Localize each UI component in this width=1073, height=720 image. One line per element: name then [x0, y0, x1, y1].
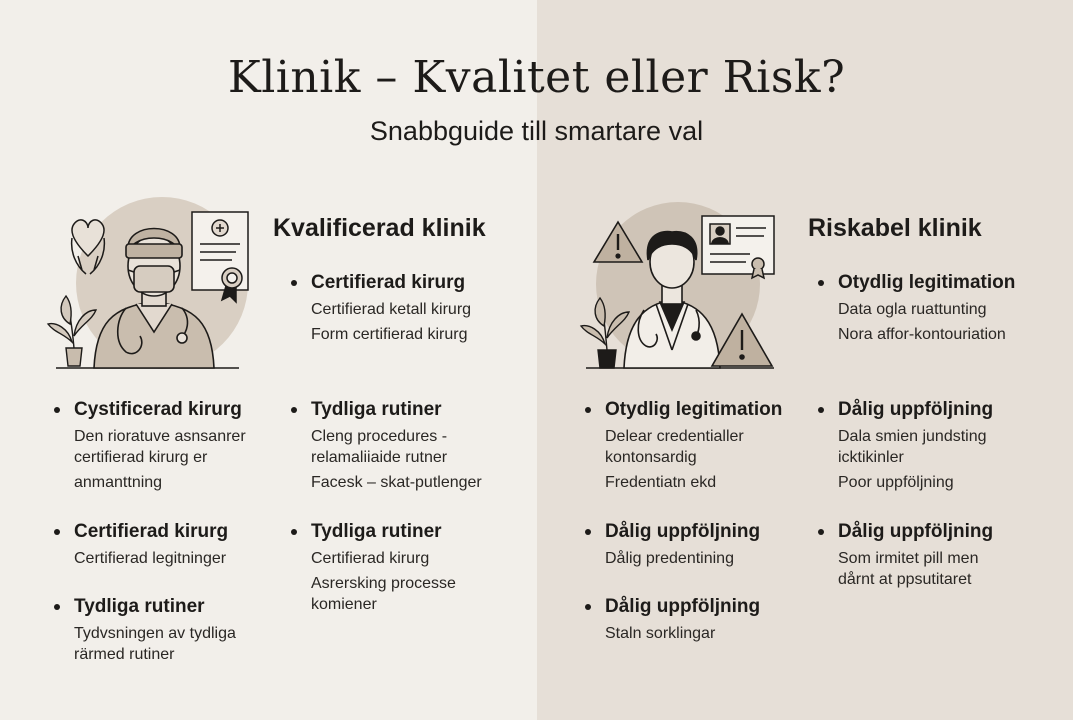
- page-title: Klinik – Kvalitet eller Risk?: [227, 52, 846, 103]
- item-line: Fredentiatn ekd: [605, 474, 717, 491]
- item-title: Dålig uppföljning: [605, 596, 761, 617]
- item-line: rärmed rutiner: [74, 646, 175, 663]
- item-title: Certifierad kirurg: [311, 272, 466, 293]
- item-line: komiener: [311, 596, 377, 613]
- item-line: Den rioratuve asnsanrer: [74, 428, 246, 445]
- list-item: [605, 520, 835, 569]
- item-line: Form certifierad kirurg: [311, 326, 468, 343]
- item-line: Data ogla ruattunting: [838, 301, 987, 318]
- list-item: [838, 520, 1068, 590]
- id-card-icon: [702, 216, 774, 278]
- item-title: Certifierad kirurg: [74, 521, 229, 542]
- list-item: [838, 271, 1068, 345]
- item-line: certifierad kirurg er: [74, 449, 208, 466]
- item-line: Dålig predentining: [605, 550, 734, 567]
- item-line: Certifierad legitninger: [74, 550, 227, 567]
- item-line: Asrersking processe: [311, 575, 456, 592]
- item-line: Som irmitet pill men: [838, 550, 979, 567]
- bullet-dot: [54, 529, 60, 535]
- item-line: Cleng procedures -: [311, 428, 448, 445]
- item-title: Tydliga rutiner: [311, 521, 442, 542]
- bullet-dot: [818, 529, 824, 535]
- bullet-dot: [54, 407, 60, 413]
- list-item: [311, 520, 541, 615]
- item-title: Dålig uppföljning: [838, 399, 994, 420]
- bullet-dot: [291, 407, 297, 413]
- item-title: Otydlig legitimation: [838, 272, 1016, 293]
- item-line: icktikinler: [838, 449, 904, 466]
- item-line: dårnt at ppsutitaret: [838, 571, 972, 588]
- certificate-icon: [192, 212, 248, 302]
- bullet-dot: [818, 280, 824, 286]
- item-line: Dala smien jundsting: [838, 428, 987, 445]
- qualified-clinic-illustration: [46, 196, 261, 374]
- bullet-dot: [54, 604, 60, 610]
- list-item: [74, 398, 304, 493]
- bullet-dot: [585, 529, 591, 535]
- item-line: Certifierad kirurg: [311, 550, 430, 567]
- item-line: kontonsardig: [605, 449, 697, 466]
- item-line: Nora affor-kontouriation: [838, 326, 1006, 343]
- risky-clinic-illustration: [578, 200, 783, 374]
- item-title: Cystificerad kirurg: [74, 399, 242, 420]
- item-line: Delear credentialler: [605, 428, 744, 445]
- item-line: Tydvsningen av tydliga: [74, 625, 236, 642]
- item-line: relamaliiaide rutner: [311, 449, 448, 466]
- item-line: Poor uppföljning: [838, 474, 954, 491]
- item-line: Facesk – skat-putlenger: [311, 474, 482, 491]
- list-item: [74, 595, 304, 665]
- item-line: anmanttning: [74, 474, 163, 491]
- item-title: Tydliga rutiner: [74, 596, 205, 617]
- list-item: [838, 398, 1068, 493]
- list-item: [311, 271, 541, 345]
- list-item: [74, 520, 304, 569]
- bullet-dot: [585, 407, 591, 413]
- item-line: Staln sorklingar: [605, 625, 716, 642]
- risky-clinic-heading: Riskabel klinik: [808, 214, 982, 242]
- item-title: Dålig uppföljning: [838, 521, 994, 542]
- qualified-clinic-heading: Kvalificerad klinik: [273, 214, 486, 242]
- list-item: [311, 398, 541, 493]
- bullet-dot: [818, 407, 824, 413]
- bullet-dot: [585, 604, 591, 610]
- item-title: Tydliga rutiner: [311, 399, 442, 420]
- item-title: Otydlig legitimation: [605, 399, 783, 420]
- bullet-dot: [291, 280, 297, 286]
- item-line: Certifierad ketall kirurg: [311, 301, 472, 318]
- page-subtitle: Snabbguide till smartare val: [369, 116, 704, 146]
- list-item: [605, 595, 835, 644]
- bullet-dot: [291, 529, 297, 535]
- item-title: Dålig uppföljning: [605, 521, 761, 542]
- list-item: [605, 398, 835, 493]
